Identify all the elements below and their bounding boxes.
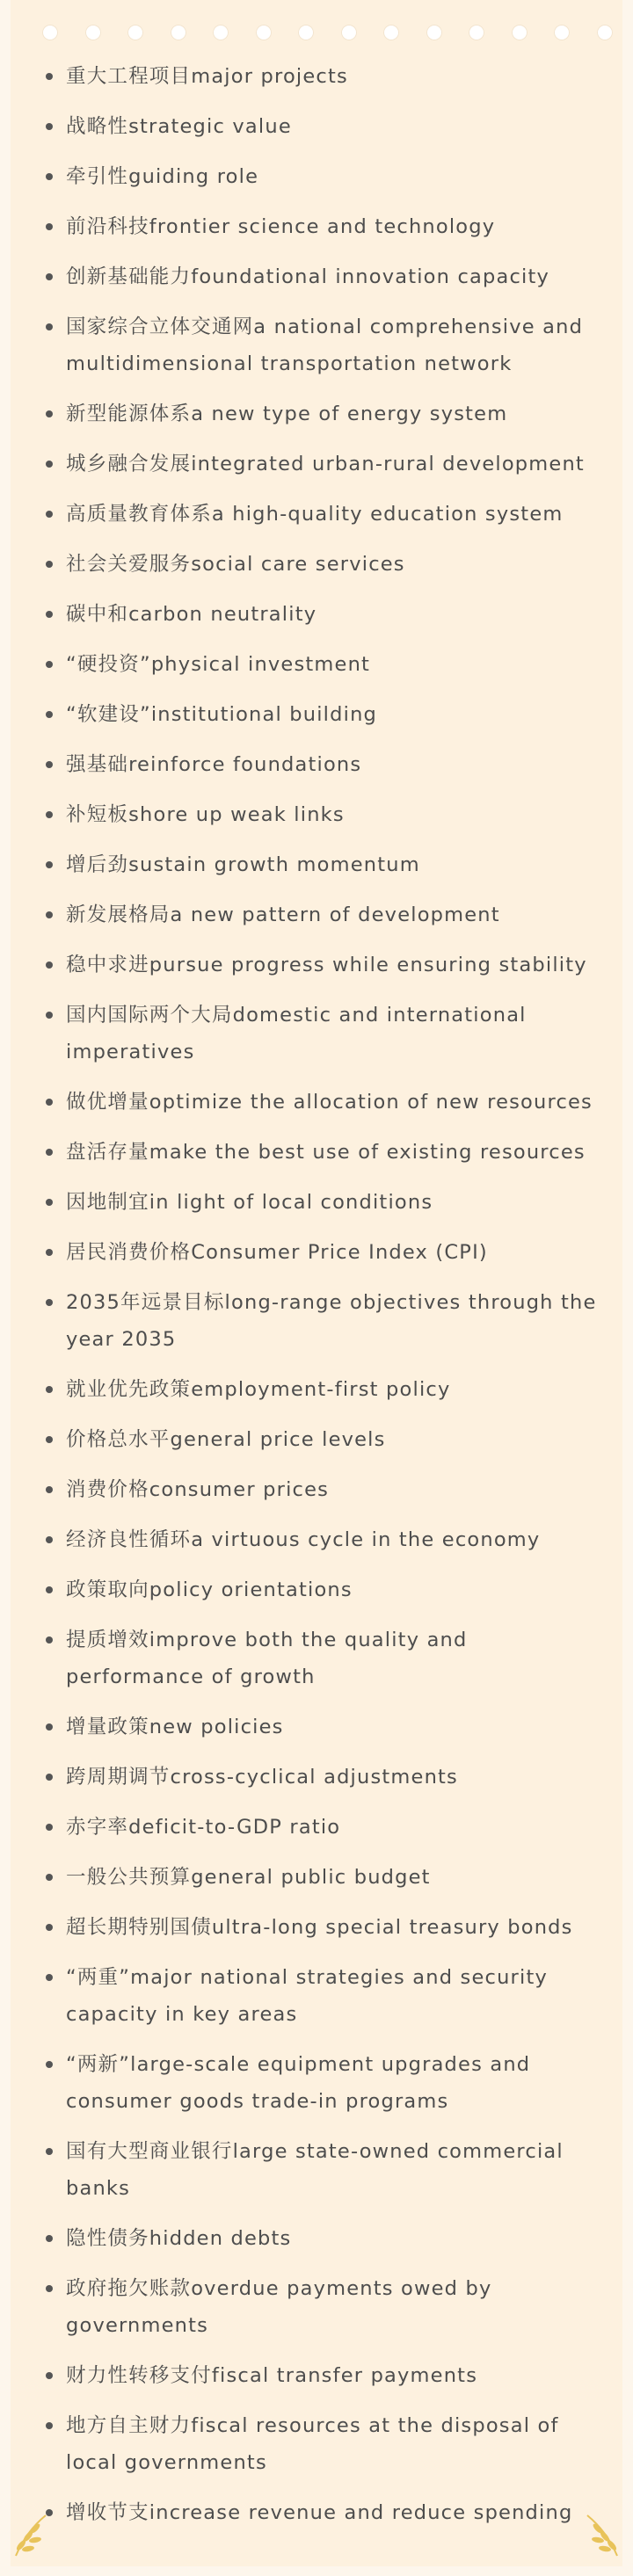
bullet-icon [46,1723,53,1731]
term-text: 国有大型商业银行large state-owned commercial banks [66,2140,564,2200]
term-text: 前沿科技frontier science and technology [66,215,496,238]
bullet-icon [46,2235,53,2242]
bullet-icon [46,1436,53,1443]
list-item [11,1859,622,1896]
term-text: 跨周期调节cross-cyclical adjustments [66,1766,458,1789]
decorative-dot [127,25,143,40]
term-text: 居民消费价格Consumer Price Index (CPI) [66,1241,488,1264]
bullet-icon [46,1299,53,1306]
term-text: 政府拖欠账款overdue payments owed by governments [66,2277,492,2337]
list-item [11,646,622,683]
list-item [11,2220,622,2257]
bullet-icon [46,1486,53,1493]
decorative-dot [341,25,357,40]
term-text: 价格总水平general price levels [66,1428,386,1451]
decorative-dot-row [11,25,622,40]
bullet-icon [46,1536,53,1543]
term-text: 新发展格局a new pattern of development [66,903,500,926]
decorative-dot [171,25,186,40]
term-text: “两重”major national strategies and security capacity in key areas [66,1966,548,2026]
list-item [11,258,622,295]
list-item [11,1571,622,1608]
term-text: 城乡融合发展integrated urban-rural development [66,453,585,475]
bullet-icon [46,2148,53,2155]
list-item [11,2357,622,2394]
decorative-dot [426,25,442,40]
bullet-icon [46,323,53,330]
list-item [11,1709,622,1745]
decorative-dot [597,25,613,40]
term-text: 做优增量optimize the allocation of new resources [66,1091,593,1114]
term-text: 政策取向policy orientations [66,1578,353,1601]
list-item [11,1084,622,1121]
list-item [11,2494,622,2531]
decorative-dot [256,25,272,40]
term-text: 高质量教育体系a high-quality education system [66,503,564,526]
bullet-icon [46,1249,53,1256]
bullet-icon [46,1386,53,1393]
term-text: 补短板shore up weak links [66,803,345,826]
term-text: 增后劲sustain growth momentum [66,853,420,876]
bullet-icon [46,711,53,718]
term-text: 超长期特别国债ultra-long special treasury bonds [66,1916,573,1939]
bullet-icon [46,611,53,618]
list-item [11,1809,622,1846]
term-text: 社会关爱服务social care services [66,553,405,576]
glossary-card [11,0,622,2566]
list-item [11,696,622,733]
list-item [11,846,622,883]
bullet-icon [46,2422,53,2429]
term-text: 碳中和carbon neutrality [66,603,317,626]
list-item [11,208,622,245]
bullet-icon [46,1774,53,1781]
list-item [11,746,622,783]
list-item [11,1421,622,1458]
laurel-right-icon [570,2496,622,2558]
bullet-icon [46,561,53,568]
bullet-icon [46,1586,53,1593]
list-item [11,1234,622,1271]
list-item [11,1909,622,1946]
bullet-icon [46,1874,53,1881]
term-text: 重大工程项目major projects [66,65,348,88]
list-item [11,446,622,483]
laurel-left-icon [11,2496,63,2558]
decorative-dot [85,25,101,40]
term-text: 隐性债务hidden debts [66,2227,292,2250]
list-item [11,1371,622,1408]
bullet-icon [46,511,53,518]
term-text: “两新”large-scale equipment upgrades and consumer goods trade-in programs [66,2053,531,2113]
term-text: 一般公共预算general public budget [66,1866,431,1889]
term-list [11,58,622,2544]
list-item [11,496,622,533]
bullet-icon [46,273,53,280]
list-item [11,546,622,583]
list-item [11,997,622,1070]
decorative-dot [42,25,58,40]
term-text: 2035年远景目标long-range objectives through the year 2035 [66,1291,597,1351]
term-text: 增收节支increase revenue and reduce spending [66,2501,573,2524]
list-item [11,108,622,145]
bullet-icon [46,861,53,868]
term-text: 稳中求进pursue progress while ensuring stability [66,954,587,976]
decorative-dot [383,25,399,40]
list-item [11,1471,622,1508]
decorative-dot [554,25,570,40]
list-item [11,2133,622,2207]
bullet-icon [46,1974,53,1981]
bullet-icon [46,410,53,417]
bullet-icon [46,73,53,80]
list-item [11,1184,622,1221]
bullet-icon [46,1199,53,1206]
term-text: 盘活存量make the best use of existing resources [66,1141,586,1164]
term-text: 经济良性循环a virtuous cycle in the economy [66,1528,541,1551]
bullet-icon [46,173,53,180]
list-item [11,2046,622,2120]
list-item [11,896,622,933]
list-item [11,796,622,833]
term-text: 增量政策new policies [66,1716,284,1738]
term-text: 就业优先政策employment-first policy [66,1378,451,1401]
bullet-icon [46,761,53,768]
list-item [11,158,622,195]
bullet-icon [46,1924,53,1931]
bullet-icon [46,1099,53,1106]
list-item [11,395,622,432]
bullet-icon [46,123,53,130]
bullet-icon [46,1149,53,1156]
decorative-dot [298,25,314,40]
bullet-icon [46,661,53,668]
term-text: 新型能源体系a new type of energy system [66,403,508,425]
bullet-icon [46,2285,53,2292]
list-item [11,1284,622,1358]
list-item [11,1134,622,1171]
list-item [11,2407,622,2481]
term-text: 牵引性guiding role [66,165,259,188]
bullet-icon [46,2372,53,2379]
term-text: 消费价格consumer prices [66,1478,330,1501]
list-item [11,2270,622,2344]
bullet-icon [46,811,53,818]
list-item [11,1622,622,1695]
term-text: 因地制宜in light of local conditions [66,1191,433,1214]
term-text: 国内国际两个大局domestic and international imperatives [66,1004,527,1063]
bullet-icon [46,961,53,969]
term-text: 财力性转移支付fiscal transfer payments [66,2364,478,2387]
term-text: “软建设”institutional building [66,703,378,726]
decorative-dot [512,25,528,40]
term-text: “硬投资”physical investment [66,653,371,676]
term-text: 国家综合立体交通网a national comprehensive and multidimensional transportation network [66,316,584,375]
term-text: 战略性strategic value [66,115,292,138]
decorative-dot [469,25,484,40]
list-item [11,596,622,633]
term-text: 提质增效improve both the quality and performance of growth [66,1629,468,1688]
term-text: 地方自主财力fiscal resources at the disposal of local governments [66,2414,559,2474]
decorative-dot [213,25,229,40]
bullet-icon [46,223,53,230]
list-item [11,58,622,95]
list-item [11,947,622,983]
bullet-icon [46,1824,53,1831]
term-text: 创新基础能力foundational innovation capacity [66,265,550,288]
term-text: 赤字率deficit-to-GDP ratio [66,1816,341,1839]
list-item [11,1959,622,2033]
bullet-icon [46,911,53,918]
list-item [11,1521,622,1558]
list-item [11,308,622,382]
term-text: 强基础reinforce foundations [66,753,362,776]
bullet-icon [46,461,53,468]
bullet-icon [46,1012,53,1019]
bullet-icon [46,1636,53,1644]
bullet-icon [46,2061,53,2068]
list-item [11,1759,622,1796]
